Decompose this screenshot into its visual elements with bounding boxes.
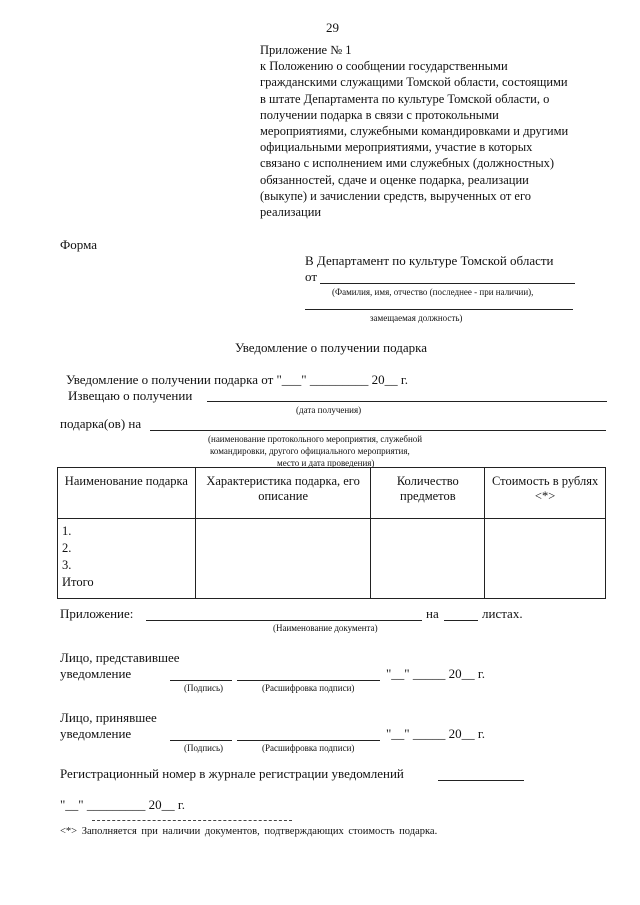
- appendix-line: реализации: [260, 205, 322, 220]
- receiver-date: "__" _____ 20__ г.: [386, 726, 485, 741]
- receiver-sign-hint: (Подпись): [184, 743, 224, 753]
- page-number: 29: [326, 20, 339, 35]
- notice-title: Уведомление о получении подарка: [235, 340, 427, 355]
- submitter-date: "__" _____ 20__ г.: [386, 666, 485, 681]
- column-header: Количество предметов: [371, 468, 485, 519]
- appendix-header: [260, 42, 620, 220]
- position-hint: замещаемая должность): [370, 313, 463, 323]
- registration-label: Регистрационный номер в журнале регистрации уведомлений: [60, 766, 404, 781]
- appendix-line: (выкупе) и зачислении средств, вырученных от его: [260, 188, 532, 203]
- column-header: Характеристика подарка, его описание: [195, 468, 371, 519]
- table-header-row: [58, 468, 606, 519]
- attachment-on-label: на: [426, 606, 439, 621]
- receiver-label: уведомление: [60, 726, 132, 741]
- registration-number-field[interactable]: [438, 780, 524, 781]
- registration-date: "__" _________ 20__ г.: [60, 797, 185, 812]
- receiver-decode-hint: (Расшифровка подписи): [262, 743, 355, 753]
- receipt-date-hint: (дата получения): [296, 405, 362, 415]
- appendix-line: связано с исполнением ими служебных (должностных): [260, 156, 555, 171]
- column-header: Наименование подарка: [58, 468, 196, 519]
- attachment-label: Приложение:: [60, 606, 134, 621]
- column-header: Стоимость в рублях <*>: [485, 468, 606, 519]
- event-hint: (наименование протокольного мероприятия, служебной: [208, 434, 423, 444]
- submitter-signature-field[interactable]: [170, 680, 232, 681]
- submitter-label: уведомление: [60, 666, 132, 681]
- appendix-line: мероприятиями, служебными командировками и другими: [260, 124, 569, 139]
- separator-line: [92, 820, 292, 821]
- gifts-label: подарка(ов) на: [60, 416, 142, 431]
- addressee-to: В Департамент по культуре Томской области: [305, 253, 554, 268]
- gifts-table: [57, 467, 606, 599]
- receipt-date-field[interactable]: [207, 401, 607, 402]
- submitter-decode-hint: (Расшифровка подписи): [262, 683, 355, 693]
- appendix-line: обязанностей, сдаче и оценке подарка, реализации: [260, 172, 529, 187]
- appendix-title: Приложение № 1: [260, 43, 352, 57]
- appendix-line: официальными мероприятиями, участие в которых: [260, 140, 533, 155]
- attachment-sheets-field[interactable]: [444, 620, 478, 621]
- row-label: 1.: [62, 524, 72, 538]
- row-labels-cell[interactable]: [58, 519, 196, 599]
- appendix-line: в штате Департамента по культуре Томской области, о: [260, 91, 550, 106]
- row-label: 3.: [62, 558, 72, 572]
- addressee-from-label: от: [305, 269, 318, 284]
- form-label: Форма: [60, 237, 97, 252]
- quantity-cell[interactable]: [371, 519, 485, 599]
- table-row: [58, 519, 606, 599]
- from-name-field[interactable]: [320, 283, 575, 284]
- row-label: 2.: [62, 541, 72, 555]
- notice-date-line: Уведомление о получении подарка от "___" _________ 20__ г.: [66, 372, 408, 387]
- submitter-decode-field[interactable]: [237, 680, 380, 681]
- attachment-doc-hint: (Наименование документа): [273, 623, 378, 633]
- receiver-signature-field[interactable]: [170, 740, 232, 741]
- event-hint: место и дата проведения): [277, 458, 375, 468]
- submitter-sign-hint: (Подпись): [184, 683, 224, 693]
- attachment-sheets-label: листах.: [482, 606, 523, 621]
- position-field[interactable]: [305, 309, 573, 310]
- appendix-line: к Положению о сообщении государственными: [260, 59, 508, 74]
- event-field[interactable]: [150, 430, 606, 431]
- row-label: Итого: [62, 575, 94, 589]
- appendix-line: гражданскими служащими Томской области, состоящими: [260, 75, 568, 90]
- appendix-line: получении подарка в связи с протокольными: [260, 107, 499, 122]
- from-hint: (Фамилия, имя, отчество (последнее - при наличии),: [332, 287, 534, 297]
- cost-cell[interactable]: [485, 519, 606, 599]
- event-hint: командировки, другого официального мероприятия,: [210, 446, 410, 456]
- receiver-decode-field[interactable]: [237, 740, 380, 741]
- inform-label: Извещаю о получении: [68, 388, 193, 403]
- description-cell[interactable]: [195, 519, 371, 599]
- submitter-label: Лицо, представившее: [60, 650, 180, 665]
- footnote: <*> Заполняется при наличии документов, подтверждающих стоимость подарка.: [60, 826, 438, 837]
- attachment-doc-field[interactable]: [146, 620, 422, 621]
- receiver-label: Лицо, принявшее: [60, 710, 157, 725]
